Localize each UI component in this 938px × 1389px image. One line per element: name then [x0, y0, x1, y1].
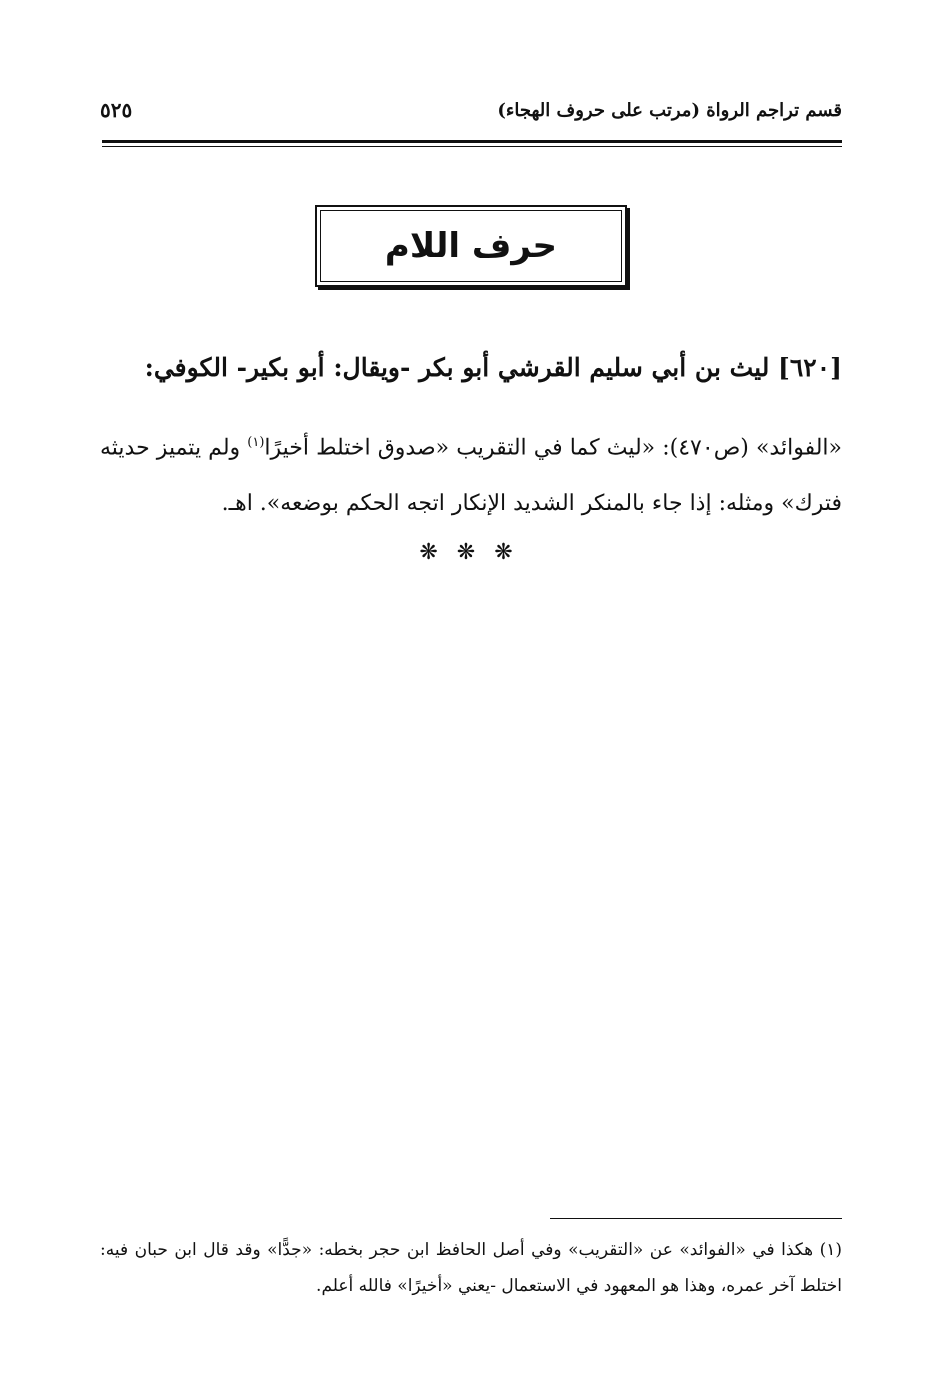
running-header-title: قسم تراجم الرواة (مرتب على حروف الهجاء): [497, 100, 842, 121]
chapter-title: حرف اللام: [384, 226, 558, 266]
footnote: (١) هكذا في «الفوائد» عن «التقريب» وفي أصل الحافظ ابن حجر بخطه: «جدًّا» وقد قال ابن حبان فيه: اختلط آخر عمره، وهذا هو المعهود في الاستعمال -يعني «أخيرًا» فالله أعلم.: [100, 1240, 842, 1296]
section-separator: ❋ ❋ ❋: [419, 540, 519, 565]
chapter-title-box: [315, 205, 627, 287]
footnote-reference[interactable]: (١): [247, 435, 265, 450]
footnote-rule: [550, 1218, 842, 1219]
header-rule-thin: [102, 146, 842, 147]
entry-body-text-end: ولم يتميز حديثه فترك» ومثله: إذا جاء بالمنكر الشديد الإنكار اتجه الحكم بوضعه». اهـ.: [100, 435, 842, 517]
page-number: ٥٢٥: [100, 98, 133, 122]
entry-body-text-start: «الفوائد» (ص٤٧٠): «ليث كما في التقريب «صدوق اختلط أخيرًا: [264, 435, 842, 461]
entry-heading: [٦٢٠] ليث بن أبي سليم القرشي أبو بكر -ويقال: أبو بكير- الكوفي:: [144, 353, 842, 382]
entry-body: [100, 415, 842, 532]
header-rule: [102, 140, 842, 143]
